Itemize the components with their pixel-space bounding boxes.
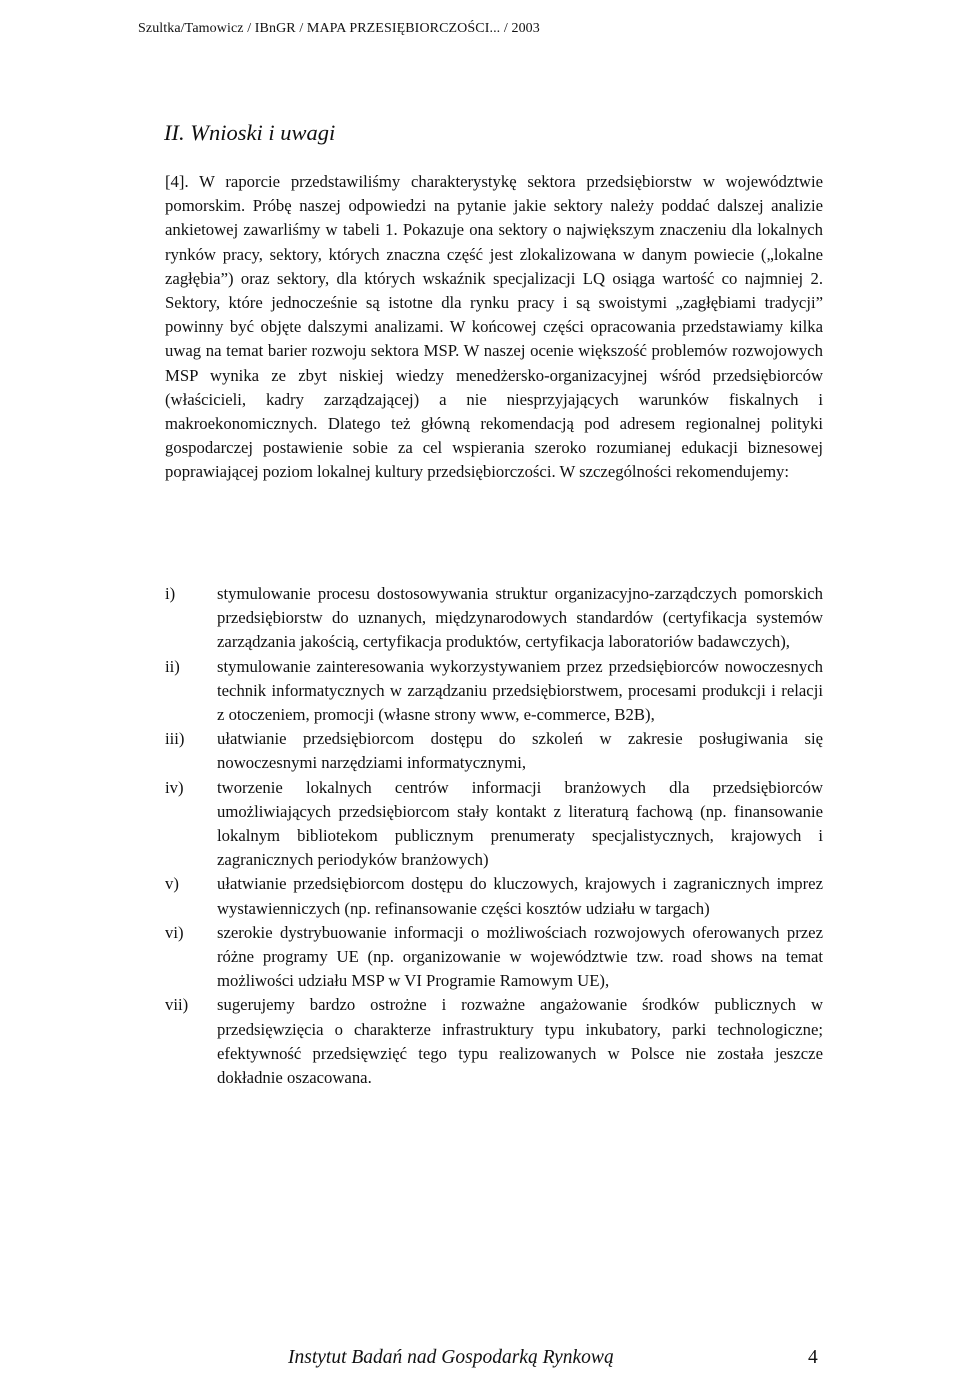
recommendation-item bbox=[165, 582, 823, 655]
recommendation-text: sugerujemy bardzo ostrożne i rozważne angażowanie środków publicznych w przedsięwzięcia o charakterze infrastruktury typu inkubatory, parki technologiczne; efektywność przedsięwzięć tego typu realizowanych w Polsce nie została jeszcze dokładnie oszacowana. bbox=[217, 995, 823, 1088]
recommendation-item bbox=[165, 655, 823, 728]
recommendation-text: stymulowanie procesu dostosowywania struktur organizacyjno-zarządczych pomorskich przedsiębiorstw do uznanych, międzynarodowych standardów (certyfikacja systemów zarządzania jakością, certyfikacja produktów, certyfikacja laboratoriów badawczych), bbox=[217, 584, 823, 652]
recommendation-item bbox=[165, 993, 823, 1090]
section-title: II. Wnioski i uwagi bbox=[164, 120, 336, 145]
running-header: Szultka/Tamowicz / IBnGR / MAPA PRZESIĘBIORCZOŚCI... / 2003 bbox=[138, 21, 540, 36]
recommendation-marker: vii) bbox=[165, 995, 189, 1015]
recommendation-marker: i) bbox=[165, 584, 176, 603]
recommendation-marker: iii) bbox=[165, 729, 185, 749]
recommendation-text: stymulowanie zainteresowania wykorzystywaniem przez przedsiębiorców nowoczesnych technik informatycznych w zarządzaniu przedsiębiorstwem, procesami produkcji i relacji z otoczeniem, promocji (własne strony www, e-commerce, B2B), bbox=[217, 656, 823, 725]
body-paragraph: [4]. W raporcie przedstawiliśmy charakterystykę sektora przedsiębiorstw w województwie pomorskim. Próbę naszej odpowiedzi na pytanie jakie sektory należy poddać dalszej analizie ankietowej zawarliśmy w tabeli 1. Pokazuje ona sektory o największym znaczeniu dla lokalnych rynków pracy, sektory, których znaczna część jest zlokalizowana w danym powiecie („lokalne zagłębia”) oraz sektory, dla których wskaźnik specjalizacji LQ osiąga wartość co najmniej 2. Sektory, które jednocześnie są istotne dla rynku pracy i są swoistymi „zagłębiami tradycji” powinny być objęte dalszymi analizami. W końcowej części opracowania przedstawiamy kilka uwag na temat barier rozwoju sektora MSP. W naszej ocenie większość problemów rozwojowych MSP wynika ze zbyt niskiej wiedzy menedżersko-organizacyjnej wśród przedsiębiorców (właścicieli, kadry zarządzającej) a nie niesprzyjających warunków fiskalnych i makroekonomicznych. Dlatego też główną rekomendacją pod adresem regionalnej polityki gospodarczej postawienie sobie za cel wspierania szeroko rozumianej edukacji biznesowej poprawiającej poziom lokalnej kultury przedsiębiorczości. W szczególności rekomendujemy: bbox=[165, 172, 823, 482]
recommendation-text: tworzenie lokalnych centrów informacji branżowych dla przedsiębiorców umożliwiających przedsiębiorcom stały kontakt z literaturą fachową (np. finansowanie lokalnym bibliotekom publicznym prenumeraty specjalistycznych, krajowych i zagranicznych periodyków branżowych) bbox=[217, 777, 823, 870]
recommendation-text: ułatwianie przedsiębiorcom dostępu do szkoleń w zakresie posługiwania się nowoczesnymi narzędziami informatycznymi, bbox=[217, 729, 823, 773]
recommendation-text: ułatwianie przedsiębiorcom dostępu do kluczowych, krajowych i zagranicznych imprez wystawienniczych (np. refinansowanie części kosztów udziału w targach) bbox=[217, 874, 823, 918]
recommendation-item bbox=[165, 872, 823, 920]
recommendation-marker: vi) bbox=[165, 922, 184, 942]
page-number: 4 bbox=[808, 1347, 818, 1368]
recommendation-marker: iv) bbox=[165, 777, 184, 797]
recommendation-item bbox=[165, 727, 823, 775]
recommendation-item bbox=[165, 776, 823, 873]
recommendation-marker: v) bbox=[165, 874, 179, 894]
recommendation-marker: ii) bbox=[165, 656, 180, 676]
recommendation-item bbox=[165, 921, 823, 994]
footer-institution: Instytut Badań nad Gospodarką Rynkową bbox=[288, 1347, 614, 1368]
recommendations-list bbox=[165, 582, 823, 1090]
recommendation-text: szerokie dystrybuowanie informacji o możliwościach rozwojowych oferowanych przez różne programy UE (np. organizowanie w województwie tzw. road shows na temat możliwości udziału MSP w VI Programie Ramowym UE), bbox=[217, 922, 823, 991]
